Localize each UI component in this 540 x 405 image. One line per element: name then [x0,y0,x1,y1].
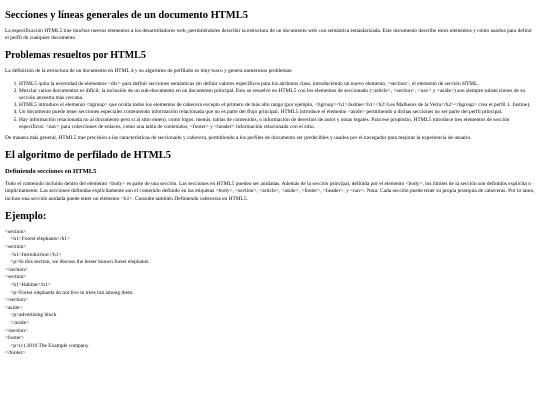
problem-item: 3. HTML5 introduce el elemento <hgroup> que oculta todos los elementos de cabecera excepto el primero de más alto rango (por ejemplo, <hgroup><h1>Justine</h1><h2>Les Malheurs de la Vertu</h2></hgroup> crea el perfil 1. Justine). [19,102,535,109]
example-heading: Ejemplo: [5,210,47,222]
document [5,0,535,358]
intro-paragraph: La especificación HTML5 trae muchos nuevos elementos a los desarrolladores web, permitiéndoles describir la estructura de un documento web con semántica estandarizada. Este documento describe estos elementos y cómo usarlos para definir el perfil de cualquier documento. [5,28,533,42]
problem-item: 4. Un documento puede tener secciones especiales conteniendo información relacionada que no es parte del flujo principal. HTML5 introduce el elemento <aside> permitiendo a dichas secciones no ser parte del perfil principal. [19,109,535,116]
page-title: Secciones y líneas generales de un documento HTML5 [5,10,248,21]
sections-paragraph: Todo el contenido incluido dentro del elemento <body> es parte de una sección. Las secciones en HTML5 pueden ser anidadas. Además de la sección principal, definida por el elemento <body>, los límites de la sección son definidos explícita o implícitamente. Las secciones definidas explícitamente son el contenido definido en las etiquetas <body>, <section>, <article>, <aside>, <footer>, <header>, y <nav>. Nota: Cada sección puede tener su propia jerarquía de cabeceras. Por lo tanto, incluso una sección anidada puede tener un elemento <h1>. Consulte también Definiendo cabeceras en HTML5. [5,181,535,202]
problems-list [5,81,535,131]
algorithm-heading: El algoritmo de perfilado de HTML5 [5,150,171,162]
example-code: <section> <h1>Forest elephants</h1> <section> <h1>Introduction</h1> <p>In this section, we discuss the lesser known forest elephants. </section> <section> <h1>Habitat</h1> <p>Forest elephants do not live in trees but among them. </section> <aside> <p>advertising block </aside> </section> <footer> <p>(c) 2010 The Example company </footer> [5,228,150,357]
problems-heading: Problemas resueltos por HTML5 [5,50,146,62]
problem-item: 5. Hay información relacionada no al documento pero si al sitio entero, como logos, menús, tablas de contenidos, o información de derechos de autor y notas legales. Para ese propósito, HTML5 introduce tres elementos de sección específicos: <nav> para colecciones de enlaces, como una tabla de contenidos, <footer> y <header> información relacionada con el sitio. [19,117,535,131]
problem-item: 2. Mezclar varios documentos es difícil: la inclusión de un sub-documento en un documento principal. Esto se resuelve en HTML5 con los elementos de seccionado (<article>, <section>, <nav> y <aside>) son siempre subsecciones de su sección ancestra más cercana. [19,88,535,102]
sections-heading: Definiendo secciones en HTML5 [5,168,97,176]
problems-outro: De manera más general, HTML5 trae precisión a las características de seccionado y cabecera, permitiendo a los perfiles de documento ser predecibles y usados por el navegador para mejorar la experiencia de usuario. [5,135,472,142]
problems-intro: La definición de la estructura de un documento en HTML 4 y su algoritmo de perfilado es muy tosco y genera numerosos problemas: [5,68,293,75]
problem-item: 1. HTML5 quita la necesidad de elementos <div> para definir secciones semánticas sin definir valores específicos para los atributos class, introduciendo un nuevo elemento, <section>, el elemento de sección HTML. [19,81,535,88]
